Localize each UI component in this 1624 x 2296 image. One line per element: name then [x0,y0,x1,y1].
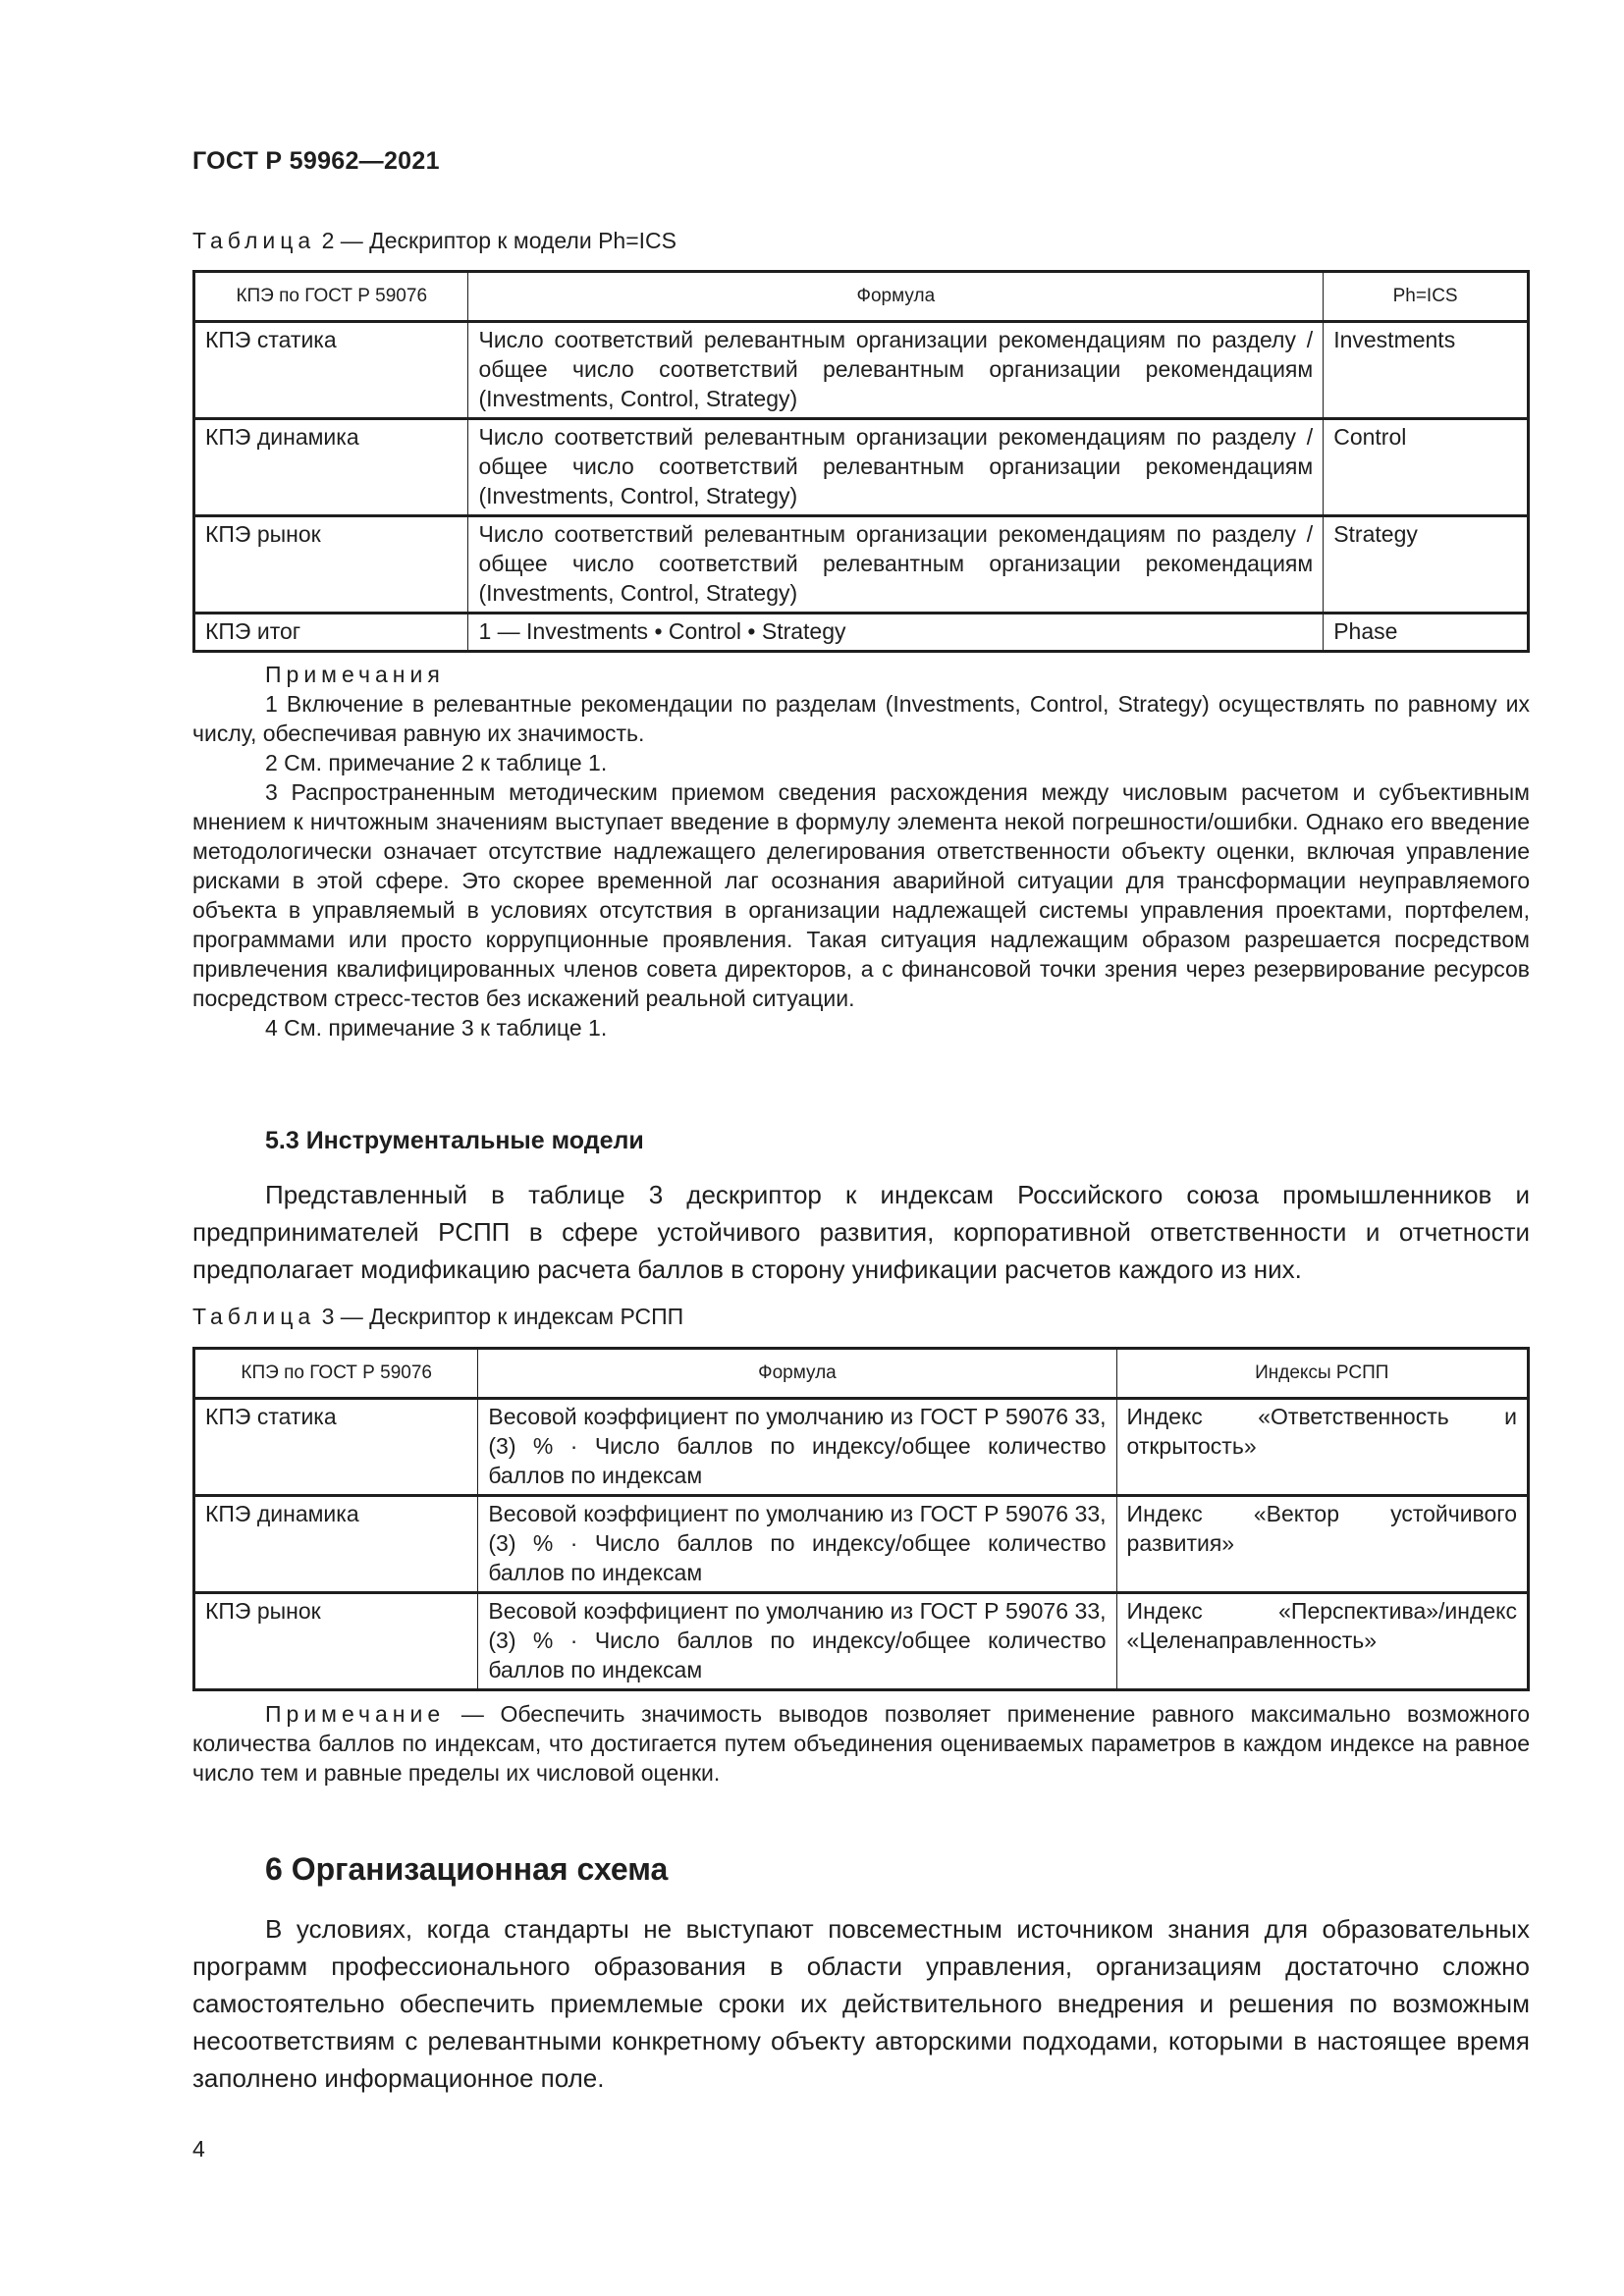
section-5-3-text [192,1176,1530,1288]
table3-col-kpi: КПЭ по ГОСТ Р 59076 [194,1349,478,1399]
table2-value-cell: Investments [1324,322,1529,419]
table3-index-cell: Индекс «Вектор устойчивого развития» [1116,1496,1528,1593]
table2-col-formula: Формула [468,272,1324,322]
table2-formula-cell: Число соответствий релевантным организации рекомендациям по разделу / общее число соответствий релевантным организации рекомендациям (Investments, Control, Strategy) [468,516,1324,614]
table-row [194,516,1529,614]
table2-kpi-cell: КПЭ рынок [194,516,468,614]
paragraph: В условиях, когда стандарты не выступают повсеместным источником знания для образовательных программ профессионального образования в области управления, организациям достаточно сложно самостоятельно обеспечить приемлемые сроки их действительного внедрения и решения по возможным несоответствиям с релевантными конкретному объекту авторскими подходами, которыми в настоящее время заполнено информационное поле. [192,1914,1530,2093]
table2-caption-text: 2 — Дескриптор к модели Ph=ICS [315,228,677,253]
table2-kpi-cell: КПЭ динамика [194,419,468,516]
section-6-title: 6 Организационная схема [265,1851,669,1887]
table3-caption-text: 3 — Дескриптор к индексам РСПП [315,1304,684,1329]
table3-note [192,1699,1530,1788]
table2-header-row [194,272,1529,322]
note-text: — Обеспечить значимость выводов позволяет применение равного максимально возможного количества баллов по индексам, что достигается путем объединения оцениваемых параметров в каждом индексе на равное число тем и равные пределы их числовой оценки. [192,1701,1530,1786]
note-item: 2 См. примечание 2 к таблице 1. [265,750,608,775]
table-2 [192,270,1530,653]
table2-col-kpi: КПЭ по ГОСТ Р 59076 [194,272,468,322]
note-item: 4 См. примечание 3 к таблице 1. [265,1015,608,1041]
table-row [194,322,1529,419]
table2-kpi-cell: КПЭ статика [194,322,468,419]
table2-kpi-cell: КПЭ итог [194,614,468,652]
notes-heading: Примечания [265,662,445,687]
table2-value-cell: Strategy [1324,516,1529,614]
table3-caption-word: Таблица [192,1304,316,1329]
table2-col-phics: Ph=ICS [1324,272,1529,322]
section-5-3-title: 5.3 Инструментальные модели [265,1127,644,1154]
note-item: 1 Включение в релевантные рекомендации по разделам (Investments, Control, Strategy) осуществлять по равному их числу, обеспечивая равную их значимость. [192,691,1530,746]
table2-value-cell: Control [1324,419,1529,516]
table-row [194,1593,1529,1690]
paragraph: Представленный в таблице 3 дескриптор к индексам Российского союза промышленников и предпринимателей РСПП в сфере устойчивого развития, корпоративной ответственности и отчетности предполагает модификацию расчета баллов в сторону унификации расчетов каждого из них. [192,1180,1530,1284]
table-3 [192,1347,1530,1691]
table3-formula-cell: Весовой коэффициент по умолчанию из ГОСТ Р 59076 33,(3) % · Число баллов по индексу/общее количество баллов по индексам [478,1399,1116,1496]
table2-formula-cell: Число соответствий релевантным организации рекомендациям по разделу / общее число соответствий релевантным организации рекомендациям (Investments, Control, Strategy) [468,322,1324,419]
table3-col-index: Индексы РСПП [1116,1349,1528,1399]
document-header: ГОСТ Р 59962—2021 [192,147,440,175]
page-number: 4 [192,2136,205,2162]
table3-formula-cell: Весовой коэффициент по умолчанию из ГОСТ Р 59076 33, (3) % · Число баллов по индексу/общее количество баллов по индексам [478,1593,1116,1690]
table3-index-cell: Индекс «Перспектива»/индекс «Целенаправленность» [1116,1593,1528,1690]
table-row [194,419,1529,516]
note-item: 3 Распространенным методическим приемом сведения расхождения между числовым расчетом и субъективным мнением к ничтожным значениям выступает введение в формулу элемента некой погрешности/ошибки. Однако его введение методологически означает отсутствие надлежащего делегирования ответственности объекту оценки, включая управление рисками в этой сфере. Это скорее временной лаг осознания аварийной ситуации для трансформации неуправляемого объекта в управляемый в условиях отсутствия в организации надлежащей системы управления проектами, портфелем, программами или просто коррупционные проявления. Такая ситуация надлежащим образом разрешается посредством привлечения квалифицированных членов совета директоров, а с финансовой точки зрения через резервирование ресурсов посредством стресс-тестов без искажений реальной ситуации. [192,779,1530,1011]
table-row [194,1496,1529,1593]
table3-formula-cell: Весовой коэффициент по умолчанию из ГОСТ Р 59076 33,(3) % · Число баллов по индексу/общее количество баллов по индексам [478,1496,1116,1593]
table3-caption [192,1304,683,1330]
section-6-text [192,1910,1530,2097]
table3-header-row [194,1349,1529,1399]
note-heading: Примечание [265,1701,446,1727]
table2-caption [192,228,677,254]
table3-index-cell: Индекс «Ответственность и открытость» [1116,1399,1528,1496]
table2-formula-cell: Число соответствий релевантным организации рекомендациям по разделу / общее число соответствий релевантным организации рекомендациям (Investments, Control, Strategy) [468,419,1324,516]
table-row [194,614,1529,652]
table3-kpi-cell: КПЭ динамика [194,1496,478,1593]
table3-col-formula: Формула [478,1349,1116,1399]
table2-caption-word: Таблица [192,228,316,253]
table2-value-cell: Phase [1324,614,1529,652]
table-row [194,1399,1529,1496]
table3-kpi-cell: КПЭ статика [194,1399,478,1496]
table2-formula-cell: 1 — Investments • Control • Strategy [468,614,1324,652]
table2-notes [192,660,1530,1042]
table3-kpi-cell: КПЭ рынок [194,1593,478,1690]
